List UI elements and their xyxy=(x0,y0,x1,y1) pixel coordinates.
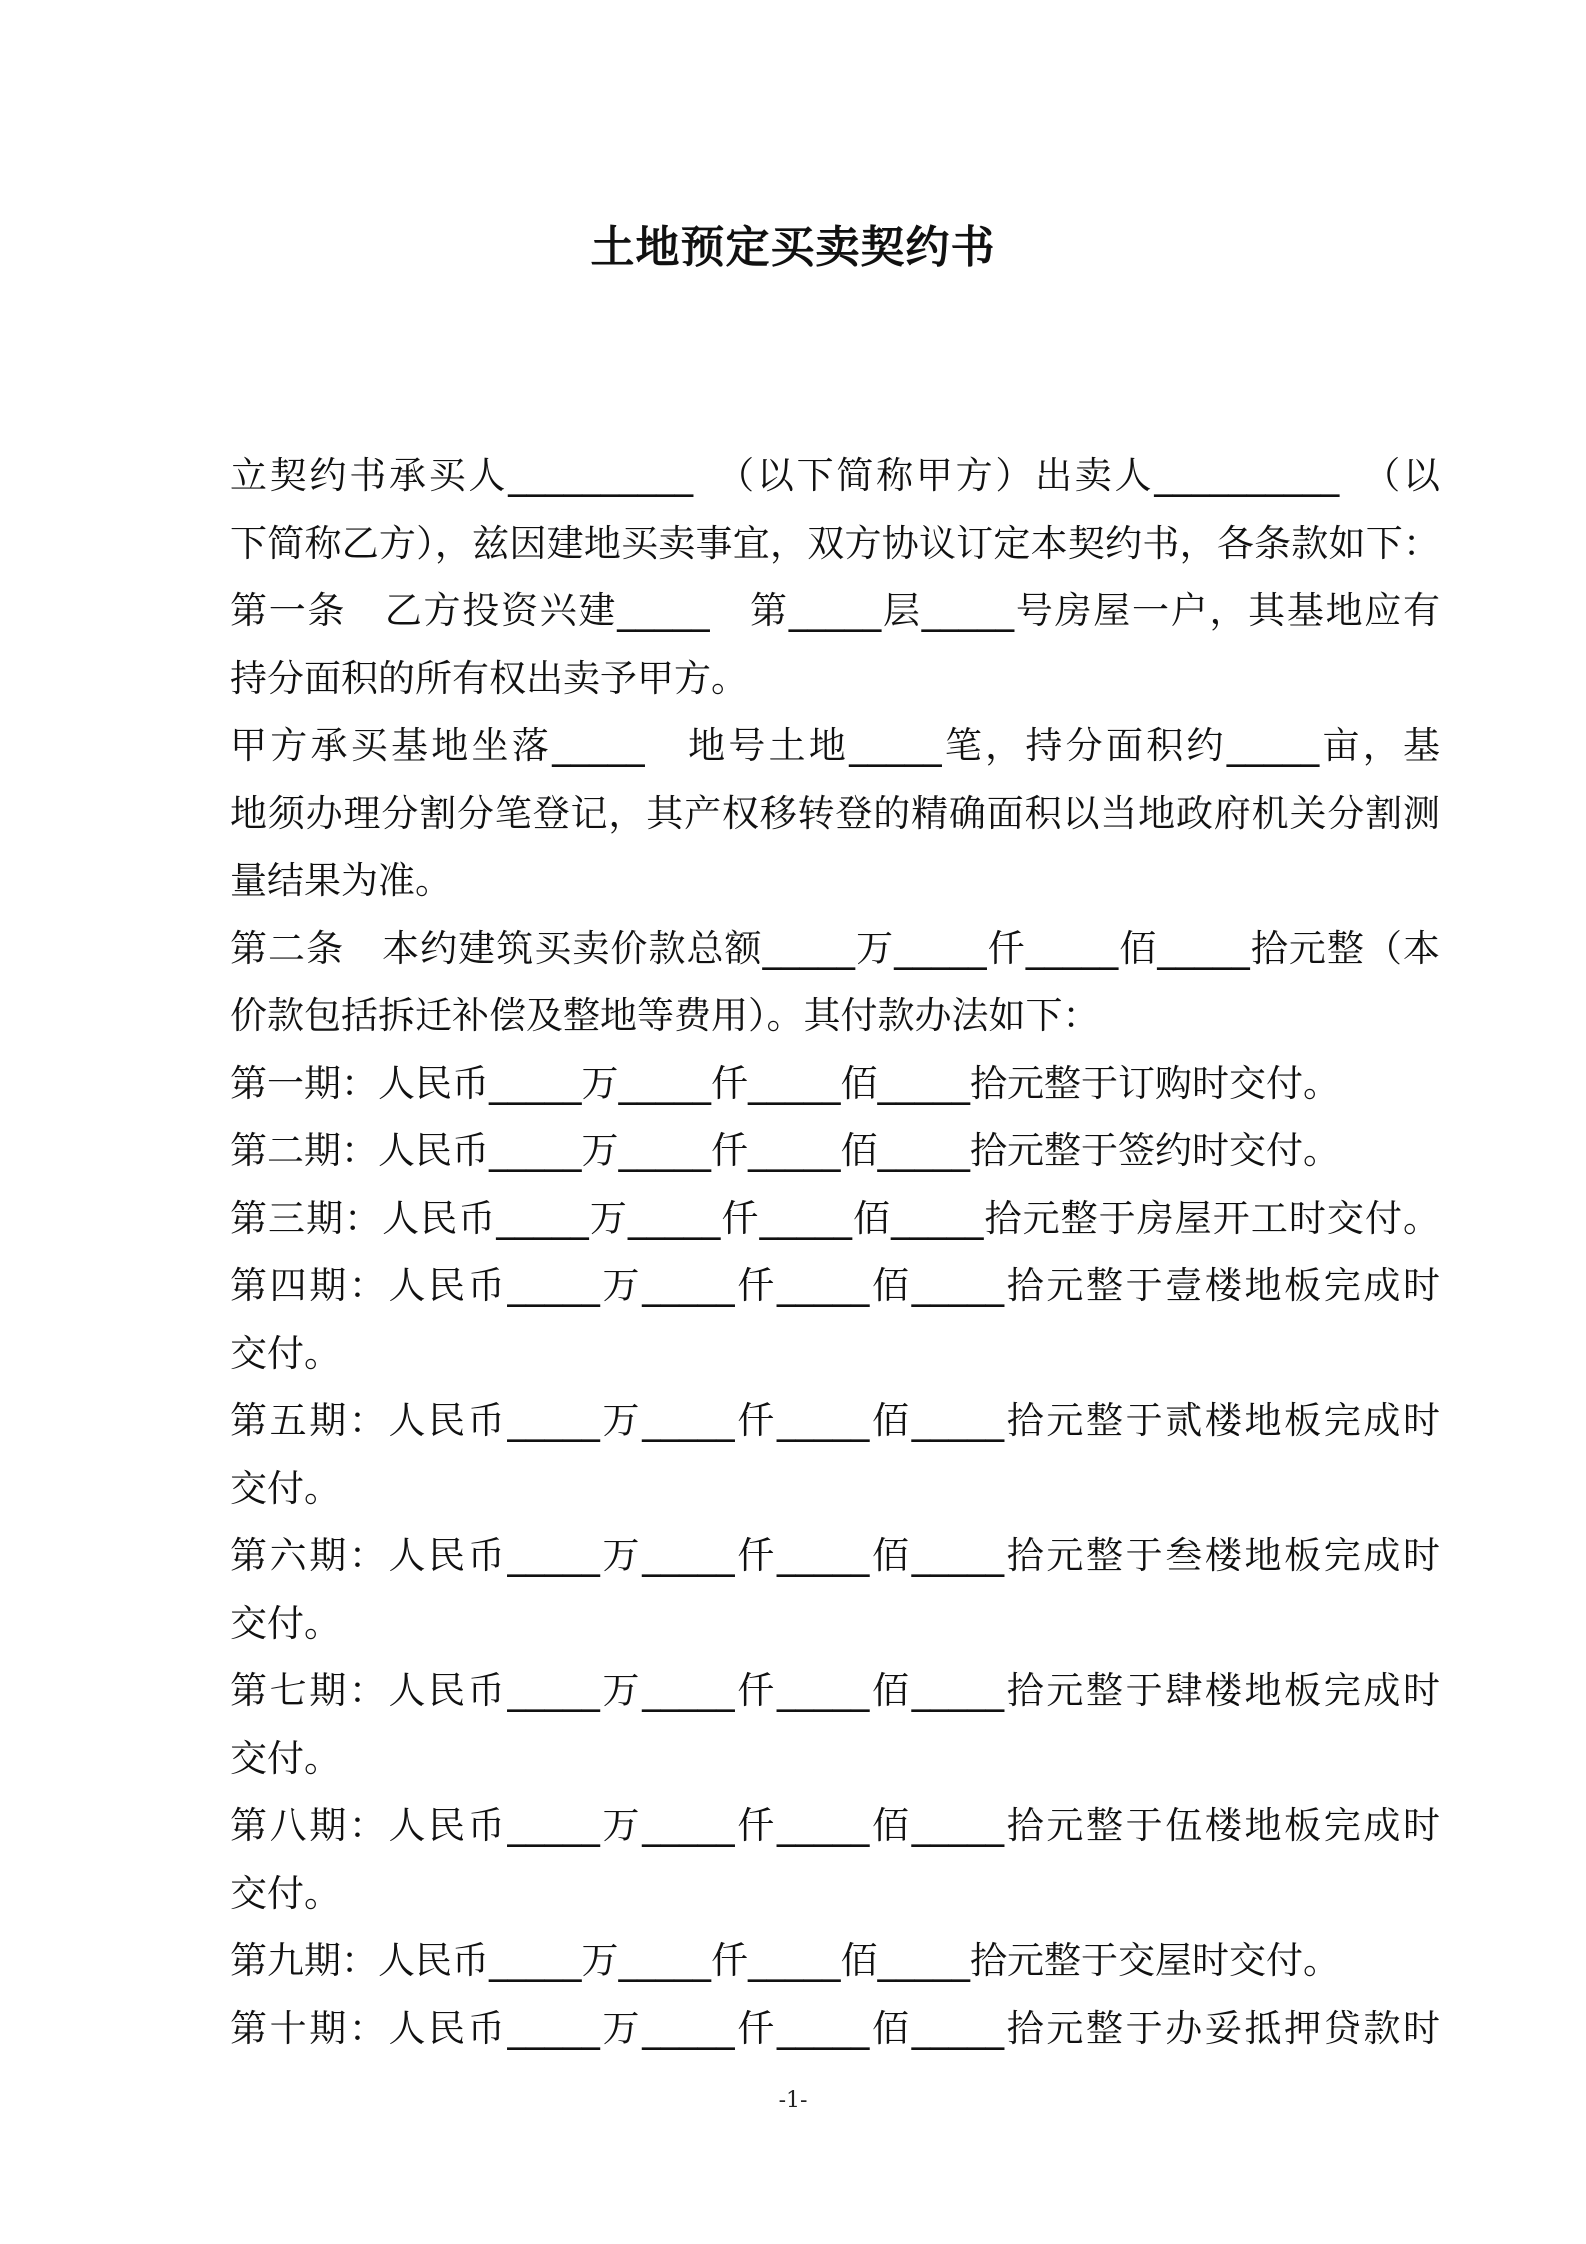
text-line: 第二期：人民币_____万_____仟_____佰_____拾元整于签约时交付。 xyxy=(230,1129,1340,1172)
text-line: 持分面积的所有权出卖予甲方。 xyxy=(230,656,748,700)
text-line: 第九期：人民币_____万_____仟_____佰_____拾元整于交屋时交付。 xyxy=(230,1939,1340,1982)
text-line: 第八期：人民币_____万_____仟_____佰_____拾元整于伍楼地板完成时 xyxy=(230,1804,1440,1847)
text-line: 立契约书承买人__________ （以下简称甲方）出卖人__________ （以 xyxy=(230,454,1440,497)
document-title: 土地预定买卖契约书 xyxy=(590,222,996,273)
text-line: 第七期：人民币_____万_____仟_____佰_____拾元整于肆楼地板完成时 xyxy=(230,1669,1440,1712)
text-line: 第一条 乙方投资兴建_____ 第_____层_____号房屋一户，其基地应有 xyxy=(230,589,1440,632)
text-line: 第十期：人民币_____万_____仟_____佰_____拾元整于办妥抵押贷款时 xyxy=(230,2006,1440,2050)
text-line: 第五期：人民币_____万_____仟_____佰_____拾元整于贰楼地板完成时 xyxy=(230,1399,1440,1442)
text-line: 第一期：人民币_____万_____仟_____佰_____拾元整于订购时交付。 xyxy=(230,1061,1340,1105)
text-line: 交付。 xyxy=(230,1601,341,1645)
text-line: 价款包括拆迁补偿及整地等费用）。其付款办法如下： xyxy=(230,994,1100,1037)
text-line: 第三期：人民币_____万_____仟_____佰_____拾元整于房屋开工时交付。 xyxy=(230,1196,1440,1240)
text-line: 第六期：人民币_____万_____仟_____佰_____拾元整于叁楼地板完成时 xyxy=(230,1534,1440,1577)
text-line: 第四期：人民币_____万_____仟_____佰_____拾元整于壹楼地板完成时 xyxy=(230,1264,1440,1307)
text-line: 甲方承买基地坐落_____ 地号土地_____笔，持分面积约_____亩，基 xyxy=(230,724,1440,767)
text-line: 交付。 xyxy=(230,1331,341,1375)
text-line: 第二条 本约建筑买卖价款总额_____万_____仟_____佰_____拾元整（本 xyxy=(230,926,1440,970)
text-line: 交付。 xyxy=(230,1466,341,1510)
text-line: 交付。 xyxy=(230,1736,341,1780)
text-line: 量结果为准。 xyxy=(230,859,452,902)
page-number: -1- xyxy=(778,2088,808,2113)
contract-body xyxy=(230,442,1440,2062)
text-line: 下简称乙方），兹因建地买卖事宜，双方协议订定本契约书，各条款如下： xyxy=(230,521,1440,565)
text-line: 地须办理分割分笔登记，其产权移转登的精确面积以当地政府机关分割测 xyxy=(230,791,1440,835)
text-line: 交付。 xyxy=(230,1871,341,1915)
